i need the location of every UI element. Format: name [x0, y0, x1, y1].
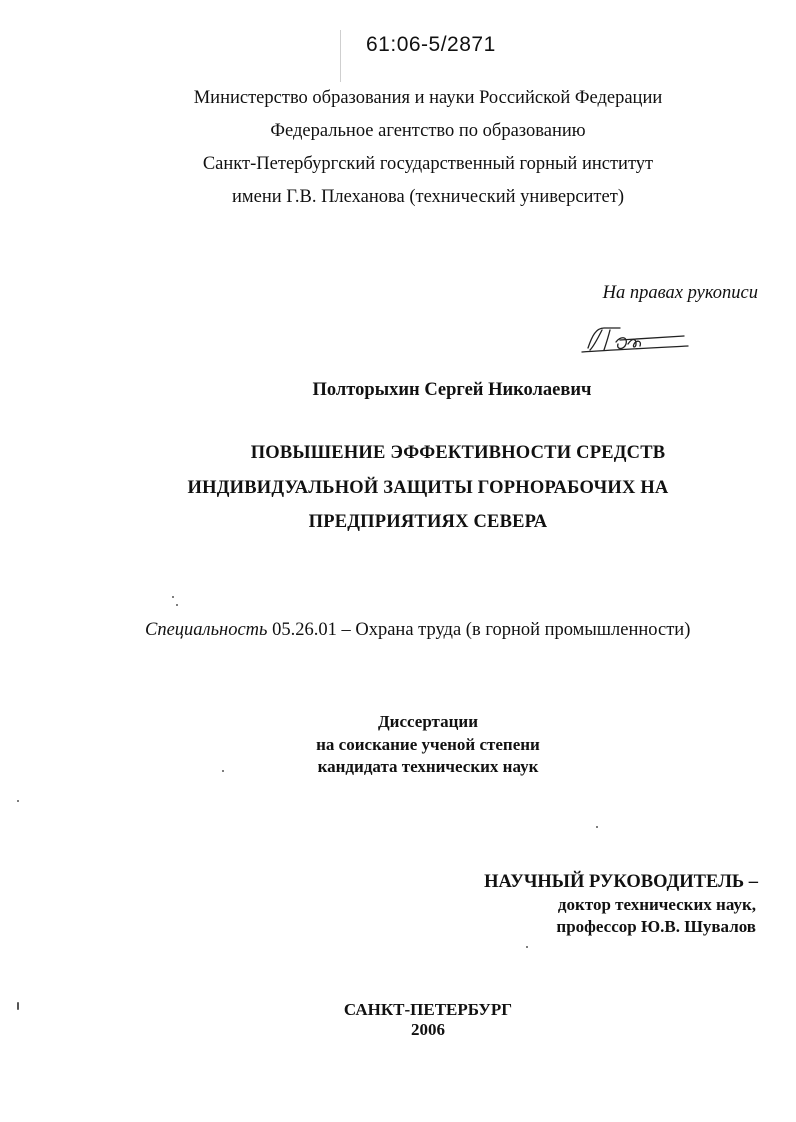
signature-image: [580, 322, 690, 356]
scan-speck: [526, 946, 528, 948]
scan-speck: [172, 596, 174, 598]
specialty-text: – Охрана труда (в горной промышленности): [336, 620, 691, 640]
institution-ministry: Министерство образования и науки Российской Федерации: [193, 88, 663, 108]
scan-speck: [17, 800, 19, 802]
specialty-code: 05.26.01: [272, 620, 337, 640]
scan-speck: [596, 826, 598, 828]
manuscript-note: На правах рукописи: [602, 283, 758, 303]
supervisor-name: профессор Ю.В. Шувалов: [556, 917, 756, 936]
institution-named-after: имени Г.В. Плеханова (технический университет): [232, 187, 624, 207]
stamp-divider: [340, 30, 341, 82]
specialty-label: Специальность: [145, 620, 268, 640]
city: САНКТ-ПЕТЕРБУРГ: [343, 1000, 513, 1019]
dissertation-heading: Диссертации: [377, 712, 478, 731]
dissertation-field-line: кандидата технических наук: [317, 757, 539, 776]
specialty: [145, 620, 690, 641]
supervisor-heading: НАУЧНЫЙ РУКОВОДИТЕЛЬ –: [484, 872, 758, 892]
institution-name: Санкт-Петербургский государственный горный институт: [202, 154, 654, 174]
year: 2006: [411, 1020, 445, 1039]
title-line-1: ПОВЫШЕНИЕ ЭФФЕКТИВНОСТИ СРЕДСТВ: [250, 443, 666, 463]
institution-agency: Федеральное агентство по образованию: [270, 121, 586, 141]
author-name: Полторыхин Сергей Николаевич: [312, 380, 592, 400]
archive-stamp: 61:06-5/2871: [366, 33, 496, 56]
title-line-2: ИНДИВИДУАЛЬНОЙ ЗАЩИТЫ ГОРНОРАБОЧИХ НА: [187, 478, 669, 498]
supervisor-degree: доктор технических наук,: [557, 895, 756, 914]
scan-speck: [17, 1002, 19, 1010]
scan-speck: [176, 604, 178, 606]
dissertation-degree-line: на соискание ученой степени: [316, 735, 540, 754]
scan-speck: [222, 770, 224, 772]
title-line-3: ПРЕДПРИЯТИЯХ СЕВЕРА: [308, 512, 548, 532]
